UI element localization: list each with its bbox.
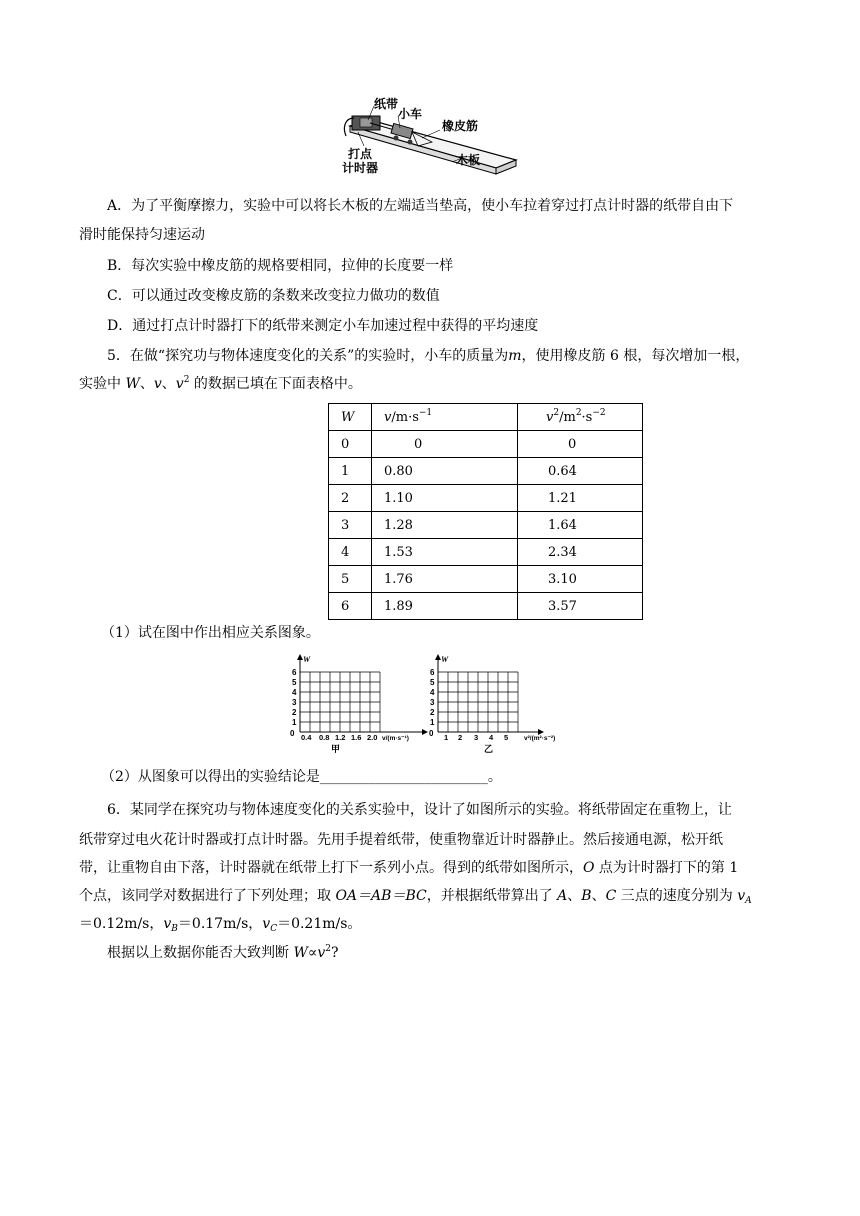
- option-a-line2: 滑时能保持匀速运动: [79, 227, 205, 243]
- q5-sub1: （1）试在图中作出相应关系图象。: [101, 625, 320, 641]
- y-tick-label: 5: [430, 678, 435, 687]
- y-tick-label: 2: [430, 708, 435, 717]
- jia-y-label: W: [303, 655, 311, 664]
- x-tick-label: 4: [489, 733, 494, 742]
- yi-origin: 0: [429, 729, 434, 738]
- q5-intro-line2: 实验中 W、v、$v^2$ 的数据已填在下面表格中。: [79, 375, 362, 392]
- label-cart: 小车: [398, 107, 423, 121]
- table-row: 3 1.28 1.64: [329, 512, 643, 539]
- table-row: 4 1.53 2.34: [329, 539, 643, 566]
- label-paper-tape: 纸带: [374, 97, 399, 111]
- label-board: 木板: [456, 153, 481, 167]
- jia-caption: 甲: [331, 745, 341, 754]
- yi-y-label: W: [441, 655, 449, 664]
- graph-yi: [428, 654, 576, 754]
- y-tick-label: 3: [292, 698, 297, 707]
- option-d: D．通过打点计时器打下的纸带来测定小车加速过程中获得的平均速度: [107, 318, 539, 334]
- table-row: 5 1.76 3.10: [329, 566, 643, 593]
- q5-intro: 5．在做“探究功与物体速度变化的关系”的实验时，小车的质量为m，使用橡皮筋 6 根，每次增加一根，: [107, 348, 750, 364]
- graph-jia: [284, 654, 434, 754]
- x-tick-label: 5: [504, 733, 509, 742]
- table-row: 2 1.10 1.21: [329, 485, 643, 512]
- q6-line5: ＝0.12m/s，$v_B=0.17m/s$，$v_C=0.21m/s$。: [79, 916, 362, 934]
- header-v2: $v^2/m^2\cdot s^{-2}$: [518, 404, 643, 431]
- label-rubber-band: 橡皮筋: [442, 119, 479, 133]
- q5-sub2: （2）从图象可以得出的实验结论是________________________。: [101, 769, 502, 785]
- yi-caption: 乙: [484, 745, 494, 754]
- table-header-row: [329, 404, 643, 431]
- x-tick-label: 0.8: [319, 733, 330, 742]
- y-tick-label: 4: [292, 688, 297, 697]
- x-tick-label: 1.2: [335, 733, 346, 742]
- y-tick-label: 1: [430, 718, 435, 727]
- label-timer-2: 计时器: [342, 161, 379, 175]
- x-tick-label: 1.6: [351, 733, 362, 742]
- table-row: 0 0 0: [329, 431, 643, 458]
- y-tick-label: 1: [292, 718, 297, 727]
- y-tick-label: 6: [430, 668, 435, 677]
- y-tick-label: 4: [430, 688, 435, 697]
- x-tick-label: 2.0: [367, 733, 378, 742]
- q6-line3: 带，让重物自由下落，计时器就在纸带上打下一系列小点。得到的纸带如图所示，O 点为计时器打下的第 1: [79, 860, 739, 876]
- option-a-line1: A．为了平衡摩擦力，实验中可以将长木板的左端适当垫高，使小车拉着穿过打点计时器的纸带自由下: [107, 198, 734, 214]
- q6-line2: 纸带穿过电火花计时器或打点计时器。先用手提着纸带，使重物靠近计时器静止。然后接通电源，松开纸: [79, 832, 723, 848]
- yi-x-label: v²/(m²·s⁻²): [524, 735, 556, 742]
- option-b: B．每次实验中橡皮筋的规格要相同，拉伸的长度要一样: [107, 258, 454, 274]
- x-tick-label: 2: [458, 733, 463, 742]
- x-tick-label: 0.4: [301, 733, 312, 742]
- y-tick-label: 2: [292, 708, 297, 717]
- y-tick-label: 3: [430, 698, 435, 707]
- x-tick-label: 3: [474, 733, 479, 742]
- y-tick-label: 6: [292, 668, 297, 677]
- jia-origin: 0: [290, 729, 295, 738]
- x-tick-label: 1: [444, 733, 449, 742]
- jia-x-label: v/(m·s⁻¹): [382, 735, 409, 742]
- q6-line4: 个点，该同学对数据进行了下列处理；取 OA＝AB＝BC，并根据纸带算出了 A、B、C 三点的速度分别为 $v_A$: [79, 888, 752, 906]
- table-row: 6 1.89 3.57: [329, 593, 643, 620]
- header-w: W: [329, 404, 372, 431]
- label-timer-1: 打点: [348, 147, 373, 161]
- apparatus-figure: [340, 96, 520, 192]
- table-row: 1 0.80 0.64: [329, 458, 643, 485]
- q6-line1: 6．某同学在探究功与物体速度变化的关系实验中，设计了如图所示的实验。将纸带固定在重物上，让: [107, 802, 732, 818]
- option-c: C．可以通过改变橡皮筋的条数来改变拉力做功的数值: [107, 288, 440, 304]
- q6-question: 根据以上数据你能否大致判断 $W\propto v^2$?: [107, 944, 339, 961]
- header-v: $v/m\cdot s^{-1}$: [372, 404, 518, 431]
- data-table: [328, 403, 643, 620]
- y-tick-label: 5: [292, 678, 297, 687]
